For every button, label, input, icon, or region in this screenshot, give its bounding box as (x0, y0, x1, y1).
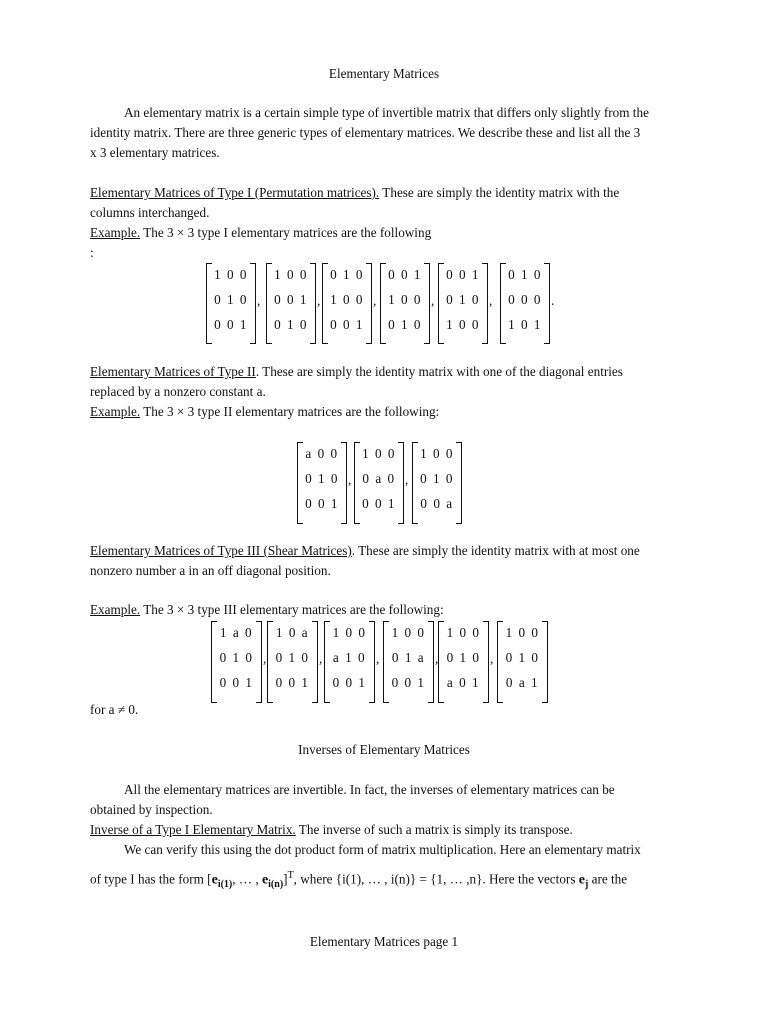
bracket-close: ] (283, 871, 288, 887)
type2-example-label: Example. (90, 404, 141, 419)
matrix-row: 0 1 0 (420, 471, 454, 486)
matrix-comma: , (431, 293, 435, 308)
type3-desc-1: . These are simply the identity matrix with at most one (351, 543, 640, 558)
type2-example-text: The 3 × 3 type II elementary matrices are the following: (140, 404, 440, 419)
matrix-row: 0 1 0 (505, 650, 540, 665)
matrix-comma: , (435, 651, 439, 666)
matrix-row: 0 1 0 (214, 292, 248, 307)
inverses-para-2: obtained by inspection. (90, 802, 213, 817)
inverses-title: Inverses of Elementary Matrices (298, 742, 470, 757)
verify-end: are the (588, 871, 628, 887)
type2-example (90, 402, 439, 422)
matrix-row: 1 0 0 (388, 292, 422, 307)
matrix-row: 1 0 0 (391, 625, 426, 640)
matrix-comma: , (317, 293, 321, 308)
matrix-row: 1 0 0 (330, 292, 364, 307)
matrix-row: 0 1 0 (388, 317, 422, 332)
matrix-row: 0 1 a (391, 650, 426, 665)
matrix-comma: , (376, 651, 380, 666)
matrix-row: 0 1 0 (275, 650, 310, 665)
vector-e-first: e (211, 872, 218, 888)
verify-pre: of type I has the form [ (90, 871, 212, 887)
matrix-row: 1 0 0 (446, 625, 481, 640)
verify-mid: , … , (232, 871, 262, 887)
matrix-row: 0 0 1 (391, 675, 426, 690)
inverse-type1-text: The inverse of such a matrix is simply its transpose. (295, 822, 573, 837)
matrix-row: 0 0 1 (275, 675, 310, 690)
matrix-comma: , (348, 472, 352, 487)
matrix-row: 1 0 0 (420, 446, 454, 461)
matrix-row: 0 1 0 (446, 650, 481, 665)
type3-matrix-3 (324, 621, 375, 701)
intro-line-3: x 3 elementary matrices. (90, 145, 220, 160)
matrix-row: 0 0 1 (330, 317, 364, 332)
matrix-row: 1 0 1 (508, 317, 542, 332)
intro-line-1: An elementary matrix is a certain simple type of invertible matrix that differs only slightly from the (124, 105, 649, 120)
matrix-row: 0 0 1 (214, 317, 248, 332)
subscript-j: j (584, 879, 589, 891)
matrix-row: 0 0 1 (362, 496, 396, 511)
matrix-comma: , (263, 651, 267, 666)
type1-example-text: The 3 × 3 type I elementary matrices are the following (140, 225, 432, 240)
verify-line-2 (90, 866, 627, 895)
type3-desc-2: nonzero number a in an off diagonal position. (90, 563, 331, 578)
subscript-first: i(1) (217, 879, 233, 891)
matrix-row: 0 0 1 (274, 292, 308, 307)
type1-heading: Elementary Matrices of Type I (Permutation matrices). (90, 185, 380, 200)
type1-matrix-1 (206, 263, 256, 342)
type3-paragraph (90, 541, 640, 561)
matrix-row: 0 1 0 (274, 317, 308, 332)
matrix-row: 0 1 0 (446, 292, 480, 307)
matrix-row: 0 0 1 (305, 496, 339, 511)
matrix-row: 1 0 0 (362, 446, 396, 461)
vector-e-j: e (578, 872, 585, 888)
type2-matrix-2 (354, 442, 404, 522)
inverse-type1-line (90, 820, 573, 840)
matrix-row: a 1 0 (332, 650, 367, 665)
type3-example-label: Example. (90, 602, 141, 617)
inverse-type1-heading: Inverse of a Type I Elementary Matrix. (90, 822, 296, 837)
type1-matrix-6 (500, 263, 550, 342)
type3-matrix-6 (497, 621, 548, 701)
inverses-para-1: All the elementary matrices are invertible. In fact, the inverses of elementary matrices can be (124, 782, 615, 797)
matrix-row: 1 0 0 (332, 625, 367, 640)
matrix-row: 1 0 0 (505, 625, 540, 640)
matrix-comma: , (373, 293, 377, 308)
matrix-row: 1 0 0 (446, 317, 480, 332)
type2-heading: Elementary Matrices of Type II (90, 364, 256, 379)
stray-colon: : (90, 245, 94, 260)
type1-matrix-2 (266, 263, 316, 342)
matrix-row: 1 a 0 (219, 625, 254, 640)
vector-e-last: e (261, 872, 269, 888)
matrix-row: 0 a 0 (362, 471, 396, 486)
type1-example (90, 223, 431, 243)
matrix-row: 0 1 0 (305, 471, 339, 486)
type1-matrix-5 (438, 263, 488, 342)
type3-example-text: The 3 × 3 type III elementary matrices are the following: (140, 602, 444, 617)
type3-matrix-5 (438, 621, 489, 701)
matrix-row: 0 0 1 (446, 267, 480, 282)
type2-matrix-1 (297, 442, 347, 522)
subscript-last: i(n) (268, 879, 284, 891)
page-footer: Elementary Matrices page 1 (309, 934, 459, 949)
verify-line-1: We can verify this using the dot product form of matrix multiplication. Here an elementary matrix (124, 842, 641, 857)
matrix-comma: , (257, 293, 261, 308)
type3-heading: Elementary Matrices of Type III (Shear Matrices) (90, 543, 352, 558)
type3-example (90, 600, 444, 620)
matrix-row: a 0 0 (305, 446, 339, 461)
matrix-row: 0 0 0 (508, 292, 542, 307)
matrix-row: 0 1 0 (330, 267, 364, 282)
verify-post: , where {i(1), … , i(n)} = {1, … ,n}. Here the vectors (293, 871, 579, 887)
type3-matrix-4 (383, 621, 434, 701)
type1-matrix-4 (380, 263, 430, 342)
matrix-row: 1 0 a (275, 625, 310, 640)
matrix-row: 0 0 1 (388, 267, 422, 282)
matrix-row: 1 0 0 (214, 267, 248, 282)
matrix-row: a 0 1 (446, 675, 481, 690)
matrix-row: 0 a 1 (505, 675, 540, 690)
matrix-comma: , (490, 651, 494, 666)
matrix-row: 1 0 0 (274, 267, 308, 282)
matrix-row: 0 1 0 (508, 267, 542, 282)
matrix-comma: , (405, 472, 409, 487)
type1-matrix-3 (322, 263, 372, 342)
matrix-comma: , (489, 293, 493, 308)
intro-line-2: identity matrix. There are three generic types of elementary matrices. We describe these and list all the 3 (90, 125, 641, 140)
matrix-row: 0 1 0 (219, 650, 254, 665)
type3-matrix-1 (211, 621, 262, 701)
type1-example-label: Example. (90, 225, 141, 240)
type3-matrix-2 (267, 621, 318, 701)
page-title: Elementary Matrices (328, 66, 440, 81)
type2-desc-2: replaced by a nonzero constant a. (90, 384, 266, 399)
matrix-comma: , (319, 651, 323, 666)
type2-matrix-3 (412, 442, 462, 522)
matrix-row: 0 0 1 (332, 675, 367, 690)
type2-desc-1: . These are simply the identity matrix with one of the diagonal entries (255, 364, 623, 379)
type2-paragraph (90, 362, 623, 382)
matrix-row: 0 0 1 (219, 675, 254, 690)
type1-desc-2: columns interchanged. (90, 205, 210, 220)
type3-footnote: for a ≠ 0. (90, 702, 139, 717)
matrix-row: 0 0 a (420, 496, 454, 511)
transpose-sup: T (287, 870, 294, 881)
type1-paragraph (90, 183, 619, 203)
matrix-period: . (551, 293, 555, 308)
type1-desc-1: These are simply the identity matrix with the (379, 185, 620, 200)
